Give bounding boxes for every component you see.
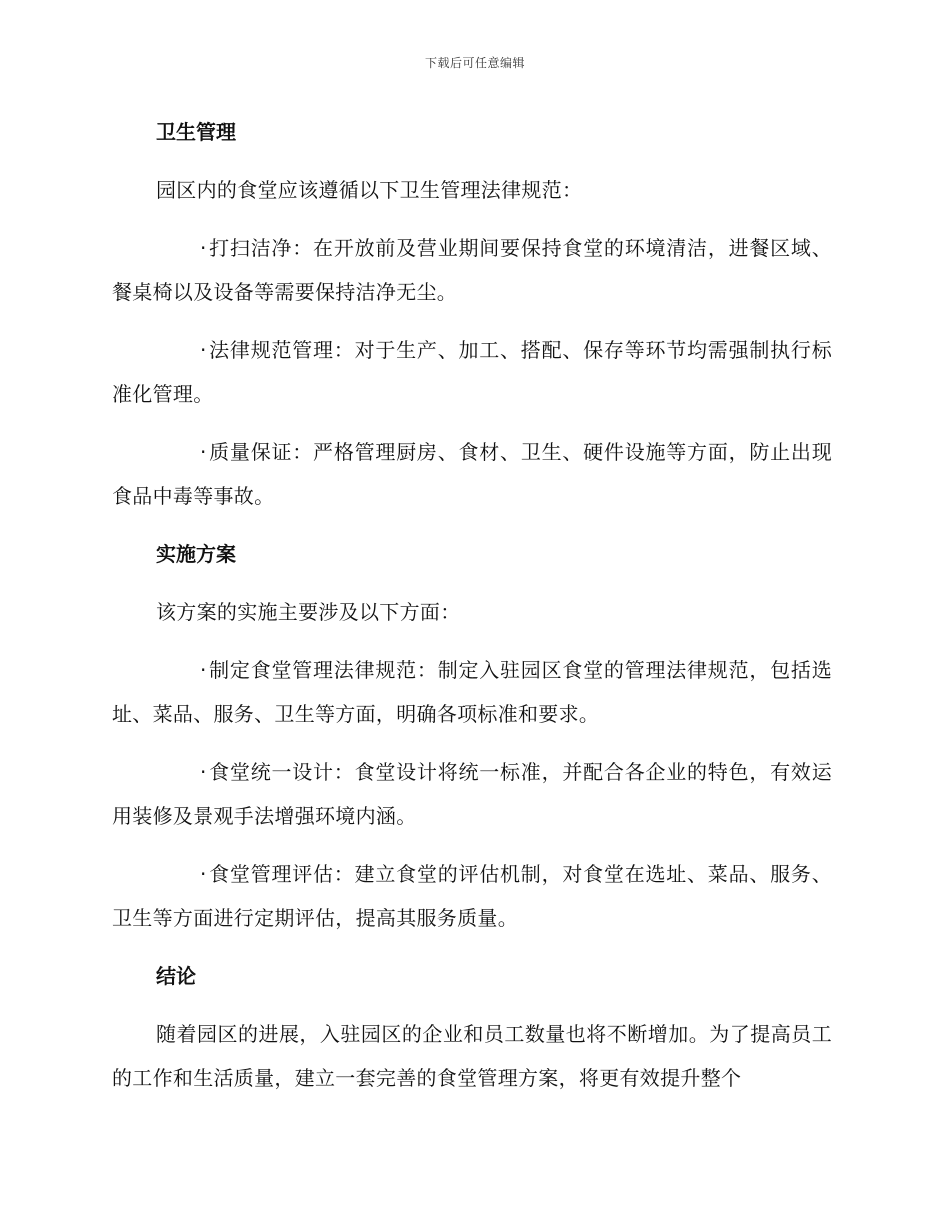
- bullet-dot-icon: ·: [200, 338, 207, 362]
- bullet-label: 法律规范管理：: [208, 338, 355, 362]
- bullet-item: [112, 430, 832, 518]
- bullet-label: 食堂统一设计：: [208, 760, 355, 784]
- bullet-dot-icon: ·: [200, 440, 207, 464]
- bullet-item: [112, 648, 832, 736]
- bullet-text: 制定入驻园区食堂的管理法律规范，包括选址、菜品、服务、卫生等方面，明确各项标准和要求。: [112, 658, 832, 726]
- bullet-dot-icon: ·: [200, 862, 207, 886]
- bullet-item: [112, 852, 832, 940]
- bullet-text: 严格管理厨房、食材、卫生、硬件设施等方面，防止出现食品中毒等事故。: [112, 440, 833, 508]
- bullet-dot-icon: ·: [200, 658, 207, 682]
- bullet-dot-icon: ·: [200, 760, 207, 784]
- bullet-label: 打扫洁净：: [208, 236, 314, 260]
- section-intro: 园区内的食堂应该遵循以下卫生管理法律规范：: [156, 178, 583, 202]
- document-body: [112, 110, 832, 1114]
- bullet-label: 质量保证：: [208, 440, 314, 464]
- section-heading-conclusion: 结论: [156, 964, 196, 988]
- page-header-note: 下载后可任意编辑: [424, 56, 525, 70]
- conclusion-paragraph: 随着园区的进展，入驻园区的企业和员工数量也将不断增加。为了提高员工的工作和生活质量，建立一套完善的食堂管理方案，将更有效提升整个: [112, 1022, 832, 1090]
- bullet-item: [112, 750, 832, 838]
- bullet-item: [112, 328, 832, 416]
- bullet-text: 食堂设计将统一标准，并配合各企业的特色，有效运用装修及景观手法增强环境内涵。: [112, 760, 832, 828]
- section-heading-hygiene: 卫生管理: [156, 120, 236, 144]
- bullet-text: 在开放前及营业期间要保持食堂的环境清洁，进餐区域、餐桌椅以及设备等需要保持洁净无尘。: [112, 236, 833, 304]
- bullet-item: [112, 226, 832, 314]
- bullet-text: 对于生产、加工、搭配、保存等环节均需强制执行标准化管理。: [112, 338, 832, 406]
- section-heading-implementation: 实施方案: [156, 542, 236, 566]
- bullet-dot-icon: ·: [200, 236, 207, 260]
- bullet-label: 食堂管理评估：: [208, 862, 355, 886]
- bullet-label: 制定食堂管理法律规范：: [208, 658, 438, 682]
- section-intro: 该方案的实施主要涉及以下方面：: [156, 600, 461, 624]
- bullet-text: 建立食堂的评估机制，对食堂在选址、菜品、服务、卫生等方面进行定期评估，提高其服务质量。: [112, 862, 832, 930]
